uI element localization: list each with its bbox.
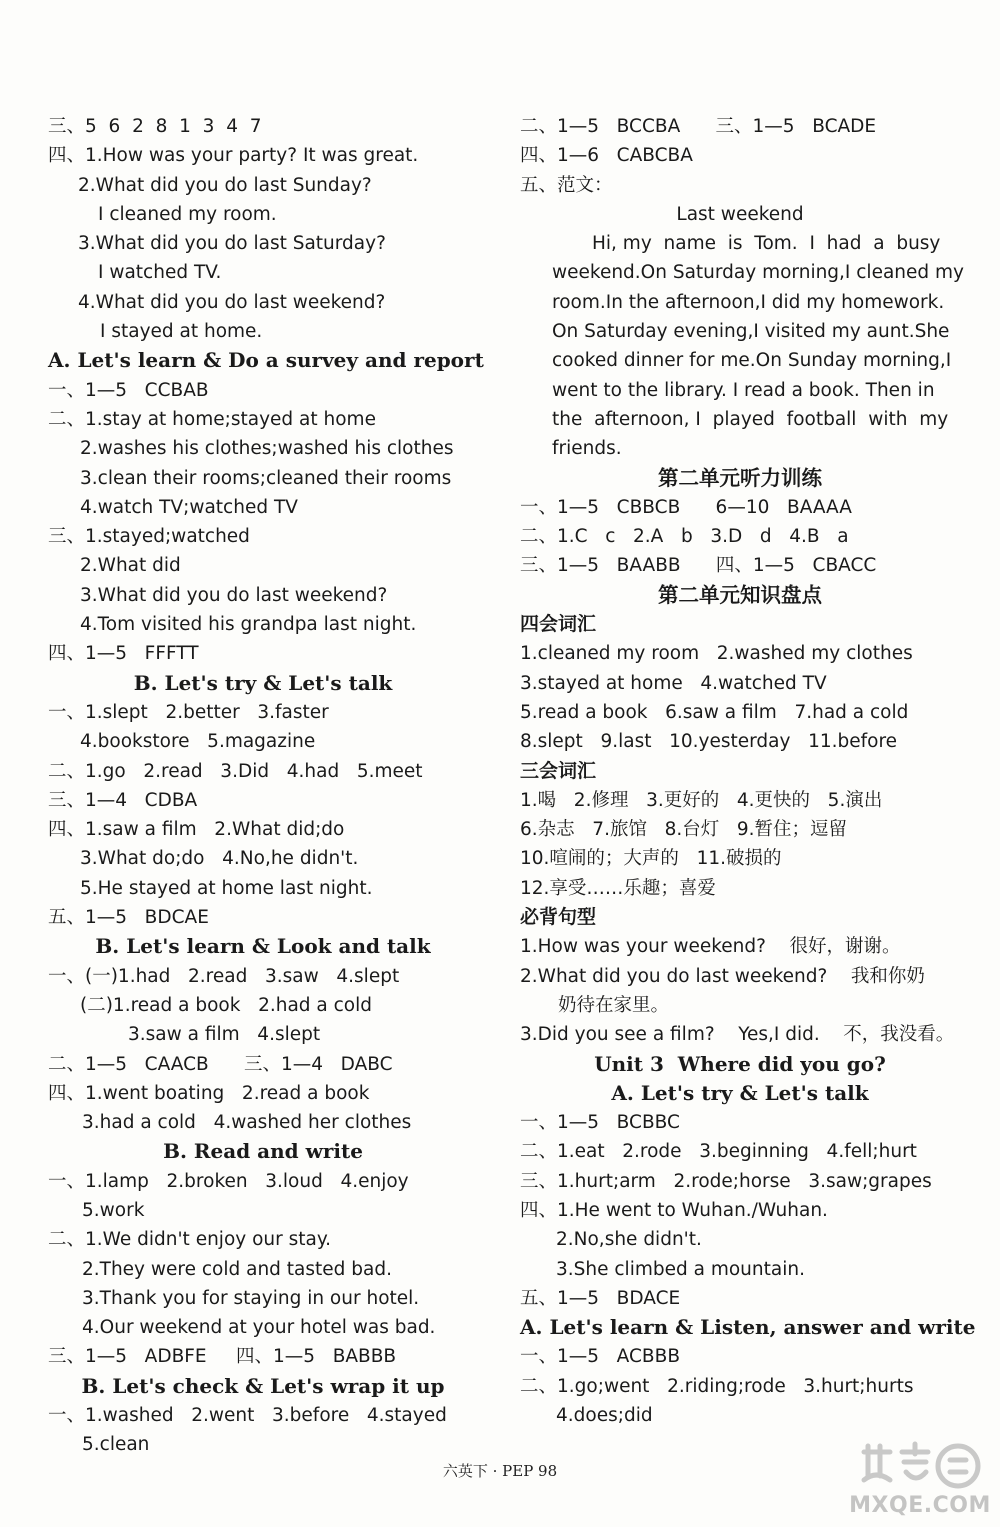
answer-line: 一、(一)1.had 2.read 3.saw 4.slept	[48, 965, 400, 987]
answer-line: 二、1—5 CAACB 三、1—4 DABC	[48, 1053, 393, 1075]
section-heading: B. Let's check & Let's wrap it up	[81, 1373, 445, 1398]
answer-line: 四、1.He went to Wuhan./Wuhan.	[520, 1199, 828, 1221]
answer-line: 3.saw a film 4.slept	[128, 1024, 321, 1046]
left-column	[48, 112, 484, 1460]
answer-line: 3.stayed at home 4.watched TV	[520, 672, 827, 694]
answer-line: 三、5 6 2 8 1 3 4 7	[48, 116, 262, 137]
answer-line: 5.work	[82, 1199, 145, 1221]
subsection-label: 四会词汇	[520, 613, 597, 636]
watermark-url: MXQE.COM	[849, 1493, 991, 1518]
answer-line: went to the library. I read a book. Then in	[552, 379, 935, 401]
answer-line: 3.clean their rooms;cleaned their rooms	[80, 467, 452, 489]
answer-line: 8.slept 9.last 10.yesterday 11.before	[520, 731, 898, 753]
section-heading: B. Let's learn & Look and talk	[95, 934, 431, 959]
right-column	[520, 112, 976, 1430]
answer-line: I stayed at home.	[100, 321, 263, 343]
answer-line: 2.They were cold and tasted bad.	[82, 1258, 392, 1280]
answer-line: 奶待在家里。	[558, 994, 670, 1016]
answer-line: 一、1—5 BCBBC	[520, 1112, 680, 1134]
answer-line: 二、1.go;went 2.riding;rode 3.hurt;hurts	[520, 1375, 914, 1397]
answer-line: 2.washes his clothes;washed his clothes	[80, 438, 454, 460]
answer-line: 一、1—5 CCBAB	[48, 379, 209, 401]
answer-line: 5.clean	[82, 1434, 150, 1456]
section-heading: B. Read and write	[163, 1139, 363, 1164]
answer-line: On Saturday evening,I visited my aunt.She	[552, 321, 950, 343]
answer-line: 一、1—5 CBBCB 6—10 BAAAA	[520, 496, 852, 518]
watermark	[840, 1438, 1000, 1527]
answer-line: 四、1.saw a film 2.What did;do	[48, 819, 345, 841]
answer-line: 一、1.lamp 2.broken 3.loud 4.enjoy	[48, 1170, 409, 1192]
answer-line: 三、1—4 CDBA	[48, 789, 198, 811]
answer-line: 4.Our weekend at your hotel was bad.	[82, 1317, 436, 1339]
answer-line: 5.He stayed at home last night.	[80, 877, 373, 899]
answer-line: 2.No,she didn't.	[556, 1229, 702, 1251]
answer-line: Last weekend	[676, 203, 804, 225]
answer-line: 三、1—5 BAABB 四、1—5 CBACC	[520, 555, 877, 577]
answer-line: the afternoon, I played football with my	[552, 408, 949, 430]
answer-line: weekend.On Saturday morning,I cleaned my	[552, 262, 964, 284]
answer-line: 5.read a book 6.saw a film 7.had a cold	[520, 701, 909, 723]
answer-line: cooked dinner for me.On Sunday morning,I	[552, 350, 952, 372]
answer-line: 三、1.stayed;watched	[48, 526, 250, 548]
watermark-logo	[858, 1438, 983, 1494]
answer-line: I cleaned my room.	[98, 203, 277, 225]
answer-line: Hi, my name is Tom. I had a busy	[592, 233, 941, 255]
answer-line: 4.watch TV;watched TV	[80, 496, 298, 518]
answer-line: 3.What do;do 4.No,he didn't.	[80, 848, 359, 870]
answer-line: 二、1.We didn't enjoy our stay.	[48, 1229, 332, 1251]
subsection-label: 三会词汇	[520, 759, 597, 782]
answer-line: 一、1—5 ACBBB	[520, 1346, 681, 1368]
section-heading: A. Let's try & Let's talk	[611, 1080, 869, 1105]
answer-line: 3.Did you see a film? Yes,I did. 不，我没看。	[520, 1024, 955, 1046]
answer-line: 1.cleaned my room 2.washed my clothes	[520, 643, 913, 665]
answer-line: 二、1.C c 2.A b 3.D d 4.B a	[520, 526, 849, 548]
answer-line: 2.What did you do last weekend? 我和你奶	[520, 965, 925, 987]
answer-line: 四、1.How was your party? It was great.	[48, 145, 419, 167]
answer-line: 一、1.slept 2.better 3.faster	[48, 701, 329, 723]
answer-line: 3.What did you do last weekend?	[80, 584, 388, 606]
answer-line: 1.How was your weekend? 很好，谢谢。	[520, 936, 901, 958]
answer-line: 三、1.hurt;arm 2.rode;horse 3.saw;grapes	[520, 1170, 932, 1192]
answer-line: room.In the afternoon,I did my homework.	[552, 291, 945, 313]
answer-line: 3.She climbed a mountain.	[556, 1258, 805, 1280]
section-heading: A. Let's learn & Do a survey and report	[48, 348, 484, 373]
answer-line: 五、1—5 BDCAE	[48, 907, 209, 929]
answer-line: 四、1.went boating 2.read a book	[48, 1082, 370, 1104]
answer-line: 二、1.go 2.read 3.Did 4.had 5.meet	[48, 760, 423, 782]
answer-line: 五、1—5 BDACE	[520, 1287, 681, 1309]
answer-line: 一、1.washed 2.went 3.before 4.stayed	[48, 1405, 447, 1427]
answer-line: 五、范文：	[520, 174, 613, 196]
answer-line: 6.杂志 7.旅馆 8.台灯 9.暂住；逗留	[520, 819, 848, 841]
section-heading: Unit 3 Where did you go?	[594, 1051, 886, 1076]
answer-line: 4.What did you do last weekend?	[78, 291, 386, 313]
answer-line: 3.Thank you for staying in our hotel.	[82, 1287, 420, 1309]
answer-line: 1.喝 2.修理 3.更好的 4.更快的 5.演出	[520, 789, 883, 811]
answer-line: 4.does;did	[556, 1405, 653, 1427]
subsection-label: 必背句型	[520, 906, 597, 929]
section-heading: 第二单元知识盘点	[658, 582, 822, 607]
answer-line: 四、1—5 FFFTT	[48, 643, 199, 665]
answer-line: 10.喧闹的；大声的 11.破损的	[520, 848, 782, 870]
answer-line: 2.What did you do last Sunday?	[78, 174, 372, 196]
answer-line: 4.Tom visited his grandpa last night.	[80, 614, 417, 636]
section-heading: A. Let's learn & Listen, answer and write	[520, 1315, 976, 1340]
answer-line: 3.What did you do last Saturday?	[78, 233, 386, 255]
page-footer: 六英下 · PEP 98	[442, 1462, 558, 1480]
answer-line: (二)1.read a book 2.had a cold	[80, 994, 373, 1016]
answer-line: 二、1.eat 2.rode 3.beginning 4.fell;hurt	[520, 1141, 917, 1163]
answer-line: friends.	[552, 438, 622, 460]
answer-line: 4.bookstore 5.magazine	[80, 731, 316, 753]
answer-line: 3.had a cold 4.washed her clothes	[82, 1112, 412, 1134]
answer-line: I watched TV.	[98, 262, 222, 284]
section-heading: 第二单元听力训练	[658, 465, 822, 490]
section-heading: B. Let's try & Let's talk	[133, 670, 393, 695]
answer-line: 二、1.stay at home;stayed at home	[48, 408, 376, 430]
answer-line: 2.What did	[80, 555, 181, 577]
answer-line: 二、1—5 BCCBA 三、1—5 BCADE	[520, 116, 877, 137]
answer-line: 三、1—5 ADBFE 四、1—5 BABBB	[48, 1346, 397, 1368]
answer-line: 四、1—6 CABCBA	[520, 145, 693, 167]
answer-line: 12.享受……乐趣；喜爱	[520, 877, 716, 899]
